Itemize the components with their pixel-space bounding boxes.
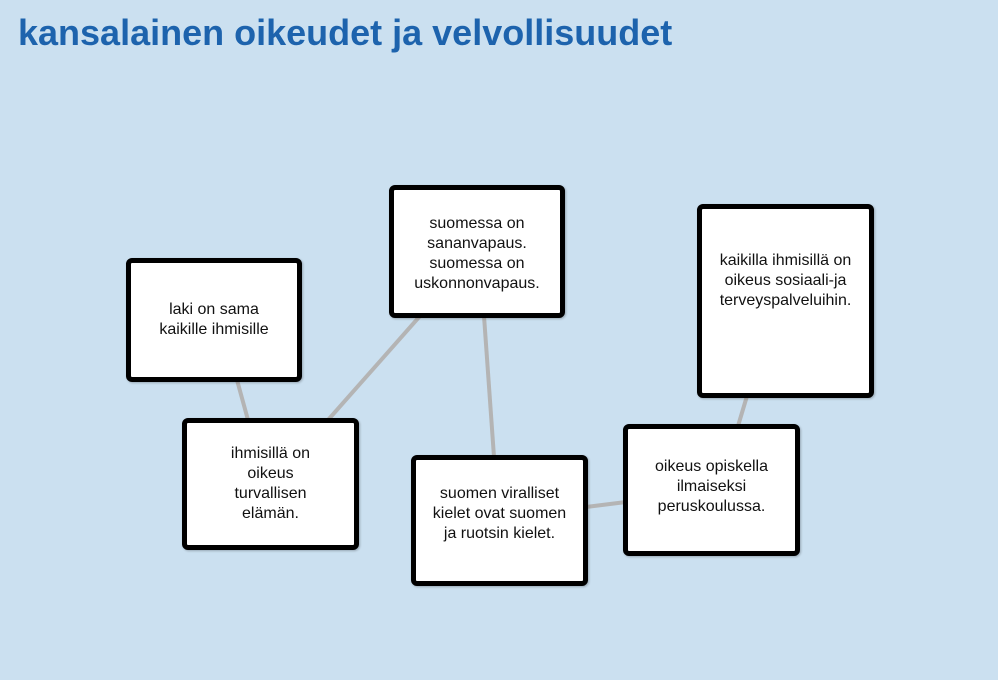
- concept-box-sananvapaus[interactable]: [389, 185, 565, 318]
- connector-kielet-opiskelu: [586, 502, 626, 507]
- concept-box-sananvapaus-text: suomessa on sananvapaus. suomessa on uskonnonvapaus.: [414, 215, 540, 292]
- concept-box-sosiaali[interactable]: [697, 204, 874, 398]
- connector-laki-turvallinen: [237, 380, 248, 420]
- concept-box-sosiaali-text: kaikilla ihmisillä on oikeus sosiaali-ja terveyspalveluihin.: [719, 252, 852, 309]
- concept-box-turvallinen-text: ihmisillä on oikeus turvallisen elämän.: [230, 445, 311, 522]
- connector-sananvapaus-kielet: [484, 316, 494, 457]
- concept-box-kielet-text: suomen viralliset kielet ovat suomen ja ruotsin kielet.: [432, 485, 567, 542]
- concept-box-kielet[interactable]: [411, 455, 588, 586]
- concept-box-laki-text: laki on sama kaikille ihmisille: [159, 301, 269, 338]
- concept-box-opiskelu[interactable]: [623, 424, 800, 556]
- connector-turvallinen-sananvapaus: [328, 316, 420, 420]
- concept-box-opiskelu-text: oikeus opiskella ilmaiseksi peruskoulussa.: [655, 458, 768, 515]
- concept-box-turvallinen[interactable]: [182, 418, 359, 550]
- page-title: kansalainen oikeudet ja velvollisuudet: [18, 12, 673, 53]
- connector-opiskelu-sosiaali: [738, 396, 747, 426]
- concept-box-laki[interactable]: [126, 258, 302, 382]
